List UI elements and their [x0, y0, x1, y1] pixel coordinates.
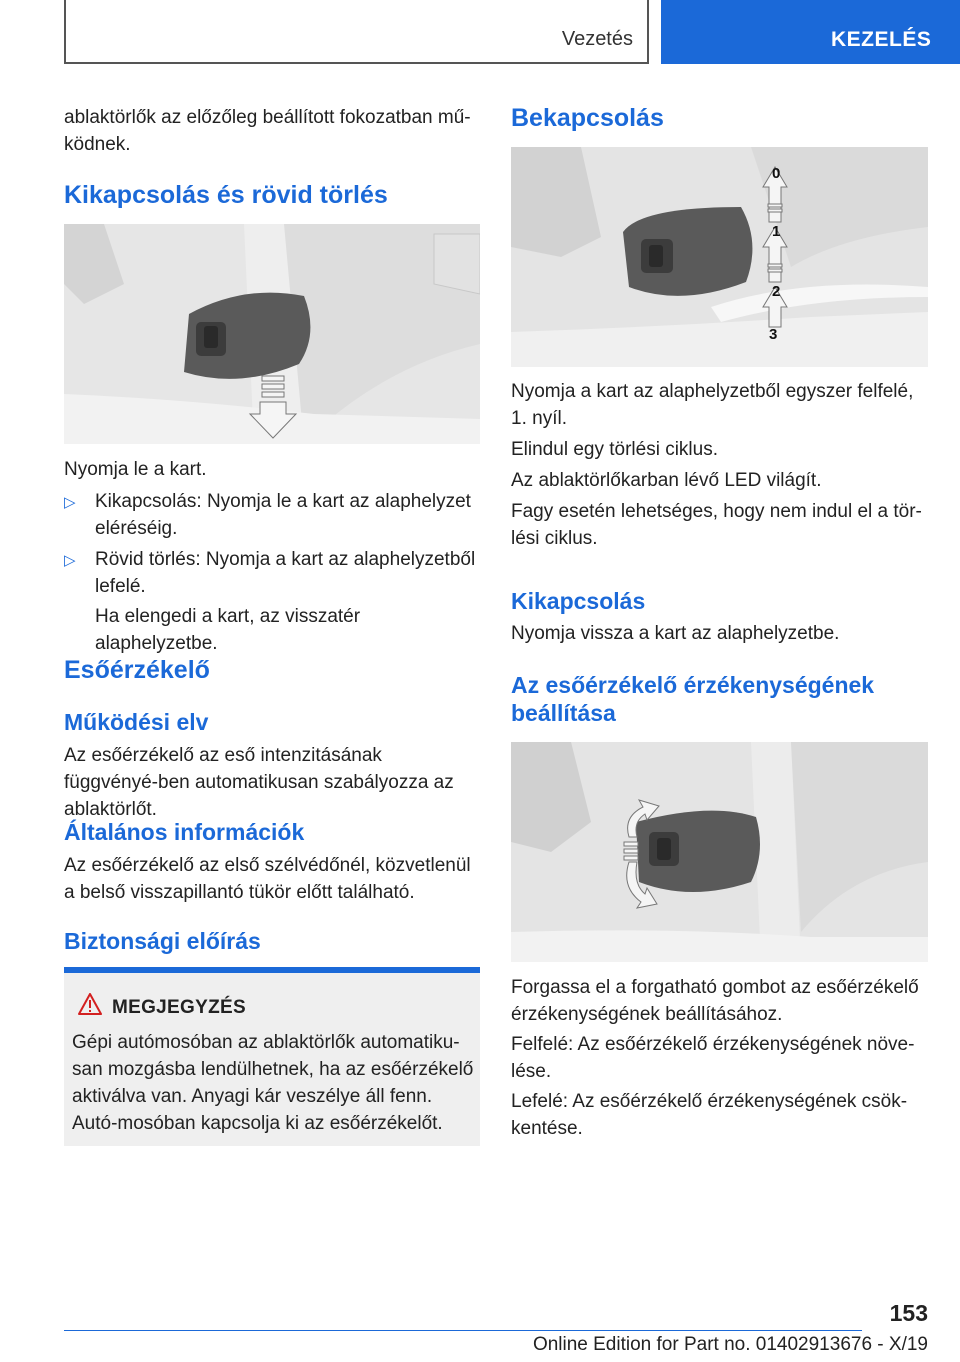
header-chapter-tab	[661, 0, 960, 64]
fig-label-1: 2	[772, 283, 781, 300]
header-section-label: Vezetés	[561, 28, 633, 50]
warning-text: Gépi autómosóban az ablaktörlők automatiku-san mozgásba lendülhetnek, ha az esőérzékelő aktiválva van. Anyagi kár veszélye áll fenn. Autó-mosóban kapcsolja ki az esőérzékelőt.	[72, 1032, 474, 1134]
sens-text-3: Lefelé: Az esőérzékelő érzékenységének csök-kentése.	[511, 1091, 908, 1139]
header-chapter-label: KEZELÉS	[831, 28, 932, 51]
heading-sensitivity: Az esőérzékelő érzékenységének beállítása	[511, 672, 875, 726]
principle-text: Az esőérzékelő az eső intenzitásának függvényé-ben automatikusan szabályozza az ablaktörlőt.	[64, 745, 454, 820]
warning-box	[64, 973, 480, 1146]
fig-label-2: 1	[772, 223, 781, 240]
heading-safety: Biztonsági előírás	[64, 928, 261, 954]
heading-switch-on: Bekapcsolás	[511, 104, 664, 132]
push-down-text: Nyomja le a kart.	[64, 459, 207, 480]
footer-edition: Online Edition for Part no. 01402913676 - X/19	[532, 1334, 928, 1355]
heading-off-short-wipe: Kikapcsolás és rövid törlés	[64, 181, 388, 209]
bullet-off-text: Kikapcsolás: Nyomja le a kart az alaphelyzet eléréséig.	[95, 491, 471, 539]
figure-wiper-lever-up	[511, 147, 928, 367]
sens-text-1: Forgassa el a forgatható gombot az esőérzékelő érzékenységének beállításához.	[511, 977, 919, 1025]
heading-general-info: Általános információk	[64, 819, 305, 845]
heading-switch-off: Kikapcsolás	[511, 588, 646, 614]
bullet-short-wipe-note: Ha elengedi a kart, az visszatér alaphelyzetbe.	[95, 606, 361, 654]
on-text-1: Nyomja a kart az alaphelyzetből egyszer felfelé, 1. nyíl.	[511, 381, 914, 429]
warning-title: MEGJEGYZÉS	[112, 997, 246, 1018]
on-text-3: Az ablaktörlőkarban lévő LED világít.	[511, 470, 822, 491]
page-number: 153	[889, 1300, 928, 1326]
off-text: Nyomja vissza a kart az alaphelyzetbe.	[511, 623, 840, 644]
fig-label-3: 0	[772, 165, 781, 182]
figure-sensitivity-knob	[511, 742, 928, 962]
bullet-short-wipe-text: Rövid törlés: Nyomja a kart az alaphelyzetből lefelé.	[95, 549, 476, 597]
footer-divider	[64, 1330, 862, 1331]
warning-triangle-icon	[78, 993, 102, 1020]
general-info-text: Az esőérzékelő az első szélvédőnél, közvetlenül a belső visszapillantó tükör előtt található.	[64, 855, 471, 903]
bullet-triangle-icon: ▷	[64, 494, 76, 511]
figure-wiper-lever-down	[64, 224, 480, 444]
on-text-4: Fagy esetén lehetséges, hogy nem indul el a tör-lési ciklus.	[511, 501, 922, 549]
intro-text: ablaktörlők az előzőleg beállított fokozatban mű-ködnek.	[64, 107, 471, 155]
heading-rain-sensor: Esőérzékelő	[64, 656, 210, 684]
fig-label-0: 3	[769, 326, 778, 343]
bullet-triangle-icon: ▷	[64, 552, 76, 569]
on-text-2: Elindul egy törlési ciklus.	[511, 439, 718, 460]
heading-working-principle: Működési elv	[64, 709, 209, 735]
sens-text-2: Felfelé: Az esőérzékelő érzékenységének növe-lése.	[511, 1034, 915, 1082]
header-section-tab	[64, 0, 649, 64]
